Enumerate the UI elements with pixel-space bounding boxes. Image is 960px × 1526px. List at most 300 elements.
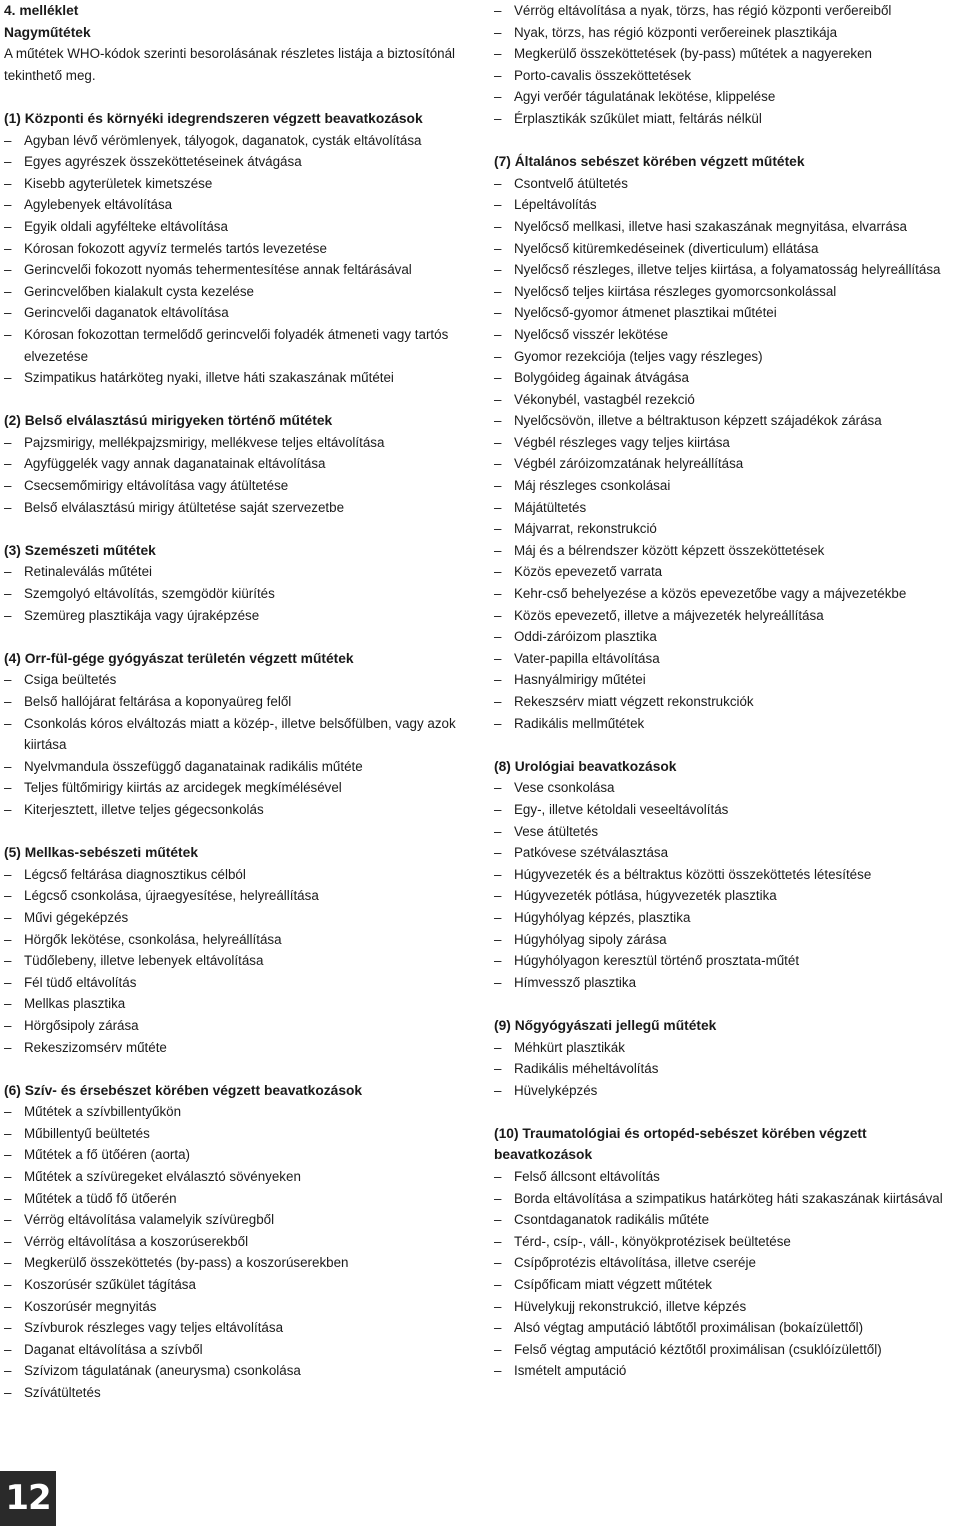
list-item — [494, 1209, 958, 1231]
dash-bullet: – — [4, 1039, 12, 1055]
list-item — [494, 1037, 958, 1059]
dash-bullet: – — [4, 715, 12, 731]
list-item-text: Nyelőcső visszér lekötése — [514, 326, 669, 342]
section-list — [4, 864, 474, 1058]
list-item — [4, 1101, 474, 1123]
list-item — [494, 173, 958, 195]
list-item-text: Nyelőcsövön, illetve a béltraktuson képzett szájadékok zárása — [514, 413, 882, 429]
section-list — [4, 432, 474, 518]
list-item-text: Szívizom tágulatának (aneurysma) csonkolása — [24, 1363, 301, 1379]
list-item — [494, 842, 958, 864]
list-item — [494, 972, 958, 994]
list-item-text: Szemüreg plasztikája vagy újraképzése — [24, 607, 260, 623]
list-item-text: Májvarrat, rekonstrukció — [514, 521, 657, 537]
list-item-text: Csontdaganatok radikális műtéte — [514, 1212, 710, 1228]
dash-bullet: – — [494, 1082, 502, 1098]
dash-bullet: – — [4, 694, 12, 709]
list-item — [4, 1296, 474, 1318]
list-item-text: Gerincvelői fokozott nyomás tehermentesítése annak feltárásával — [24, 262, 412, 278]
list-item — [4, 1317, 474, 1339]
dash-bullet: – — [494, 175, 502, 191]
list-item — [4, 432, 474, 454]
list-item — [4, 756, 474, 778]
list-item-text: Belső elválasztású mirigy átültetése saját szervezetbe — [24, 499, 345, 515]
list-item — [4, 1166, 474, 1188]
list-item-text: Térd-, csíp-, váll-, könyökprotézisek beültetése — [514, 1233, 791, 1249]
list-item-text: Máj részleges csonkolásai — [514, 478, 671, 494]
section-title: (5) Mellkas-sebészeti műtétek — [4, 845, 198, 861]
list-item-text: Csiga beültetés — [24, 672, 117, 688]
dash-bullet: – — [494, 67, 502, 83]
list-item-text: Belső hallójárat feltárása a koponyaüreg felől — [24, 694, 292, 709]
list-item — [4, 324, 474, 367]
list-item — [4, 1274, 474, 1296]
dash-bullet: – — [494, 953, 502, 969]
section-list — [4, 669, 474, 820]
list-item-text: Fél tüdő eltávolítás — [24, 974, 137, 990]
dash-bullet: – — [4, 478, 12, 494]
dash-bullet: – — [494, 434, 502, 450]
list-item — [494, 432, 958, 454]
dash-bullet: – — [494, 801, 502, 817]
list-item — [4, 173, 474, 195]
dash-bullet: – — [4, 283, 12, 299]
list-item-text: Csecsemőmirigy eltávolítása vagy átültetése — [24, 478, 289, 494]
list-item — [494, 367, 958, 389]
list-item-text: Felső végtag amputáció kéztőtől proximálisan (csuklóízülettől) — [514, 1341, 882, 1357]
list-item — [494, 605, 958, 627]
dash-bullet: – — [4, 974, 12, 990]
list-item-text: Vérrög eltávolítása a nyak, törzs, has régió központi verőereiből — [514, 3, 892, 18]
list-item-text: Radikális méheltávolítás — [514, 1061, 659, 1077]
list-item-text: Húgyhólyag képzés, plasztika — [514, 909, 691, 925]
dash-bullet: – — [4, 240, 12, 256]
dash-bullet: – — [494, 974, 502, 990]
dash-bullet: – — [4, 326, 12, 342]
section-list — [494, 173, 958, 734]
list-item — [494, 43, 958, 65]
dash-bullet: – — [494, 1363, 502, 1379]
list-item-text: Szimpatikus határköteg nyaki, illetve háti szakaszának műtétei — [24, 370, 394, 386]
continued-list — [494, 0, 958, 130]
dash-bullet: – — [4, 564, 12, 580]
list-item-text: Szemgolyó eltávolítás, szemgödör kiürítés — [24, 586, 275, 602]
section-list — [4, 561, 474, 626]
section-title: (7) Általános sebészet körében végzett műtétek — [494, 154, 805, 170]
intro-text: A műtétek WHO-kódok szerinti besorolásának részletes listája a biztosítónál tekinthető meg. — [4, 46, 456, 83]
list-item-text: Vérrög eltávolítása a koszorúserekből — [24, 1233, 249, 1249]
dash-bullet: – — [4, 909, 12, 925]
dash-bullet: – — [494, 780, 502, 796]
dash-bullet: – — [494, 89, 502, 105]
list-item-text: Rekeszizomsérv műtéte — [24, 1039, 167, 1055]
section — [494, 1015, 958, 1101]
list-item — [494, 885, 958, 907]
list-item — [4, 691, 474, 713]
dash-bullet: – — [494, 46, 502, 62]
list-item-text: Légcső csonkolása, újraegyesítése, helyreállítása — [24, 888, 319, 904]
list-item — [4, 1015, 474, 1037]
dash-bullet: – — [494, 1298, 502, 1314]
list-item — [4, 1144, 474, 1166]
list-item — [4, 605, 474, 627]
list-item-text: Agyi verőér tágulatának lekötése, klippelése — [514, 89, 776, 105]
dash-bullet: – — [4, 218, 12, 234]
list-item — [494, 108, 958, 130]
section — [4, 108, 474, 389]
list-item — [494, 1080, 958, 1102]
list-item-text: Lépeltávolítás — [514, 197, 597, 213]
list-item-text: Kisebb agyterületek kimetszése — [24, 175, 213, 191]
list-item — [494, 648, 958, 670]
dash-bullet: – — [4, 1017, 12, 1033]
list-item-text: Csípőficam miatt végzett műtétek — [514, 1277, 712, 1293]
dash-bullet: – — [494, 715, 502, 731]
list-item — [494, 86, 958, 108]
list-item — [4, 1188, 474, 1210]
list-item-text: Egyes agyrészek összeköttetéseinek átvágása — [24, 154, 302, 170]
list-item-text: Csontvelő átültetés — [514, 175, 628, 191]
list-item-text: Koszorúsér megnyitás — [24, 1298, 157, 1314]
dash-bullet: – — [494, 888, 502, 904]
dash-bullet: – — [4, 1104, 12, 1120]
list-item — [4, 1339, 474, 1361]
list-item-text: Érplasztikák szűkület miatt, feltárás nélkül — [514, 110, 762, 126]
dash-bullet: – — [494, 413, 502, 429]
list-item-text: Megkerülő összeköttetések (by-pass) műtétek a nagyereken — [514, 46, 873, 62]
list-item-text: Nyelőcső-gyomor átmenet plasztikai műtétei — [514, 305, 777, 321]
dash-bullet: – — [4, 1233, 12, 1249]
list-item — [494, 302, 958, 324]
list-item — [4, 194, 474, 216]
list-item — [494, 950, 958, 972]
dash-bullet: – — [494, 1169, 502, 1185]
list-item — [4, 281, 474, 303]
annex-label: 4. melléklet — [4, 3, 79, 18]
list-item-text: Vese csonkolása — [514, 780, 615, 796]
dash-bullet: – — [494, 478, 502, 494]
dash-bullet: – — [494, 218, 502, 234]
left-column — [4, 0, 474, 1404]
list-item-text: Kórosan fokozott agyvíz termelés tartós levezetése — [24, 240, 327, 256]
dash-bullet: – — [4, 1385, 12, 1400]
section-list — [494, 777, 958, 993]
list-item-text: Mellkas plasztika — [24, 996, 126, 1012]
list-item-text: Vese átültetés — [514, 823, 599, 839]
list-item — [4, 497, 474, 519]
dash-bullet: – — [4, 1298, 12, 1314]
list-item-text: Ismételt amputáció — [514, 1363, 627, 1379]
list-item — [494, 259, 958, 281]
list-item — [4, 799, 474, 821]
dash-bullet: – — [494, 1190, 502, 1206]
list-item-text: Műtétek a szívüregeket elválasztó sövényeken — [24, 1169, 301, 1185]
dash-bullet: – — [4, 175, 12, 191]
dash-bullet: – — [4, 888, 12, 904]
dash-bullet: – — [4, 1212, 12, 1228]
dash-bullet: – — [494, 823, 502, 839]
list-item — [4, 713, 474, 756]
list-item-text: Szívburok részleges vagy teljes eltávolítása — [24, 1320, 284, 1336]
list-item-text: Hüvelykujj rekonstrukció, illetve képzés — [514, 1298, 747, 1314]
list-item — [4, 1123, 474, 1145]
dash-bullet: – — [494, 348, 502, 364]
section-list — [494, 1166, 958, 1382]
list-item — [494, 777, 958, 799]
list-item-text: Kehr-cső behelyezése a közös epevezetőbe vagy a májvezetékbe — [514, 586, 907, 602]
dash-bullet: – — [4, 370, 12, 386]
list-item — [494, 907, 958, 929]
dash-bullet: – — [494, 866, 502, 882]
list-item — [494, 1058, 958, 1080]
dash-bullet: – — [494, 694, 502, 709]
list-item — [494, 410, 958, 432]
list-item-text: Méhkürt plasztikák — [514, 1039, 625, 1055]
list-item — [494, 1252, 958, 1274]
dash-bullet: – — [4, 1169, 12, 1185]
list-item — [4, 475, 474, 497]
list-item — [494, 583, 958, 605]
list-item — [4, 453, 474, 475]
list-item-text: Műtétek a fő ütőéren (aorta) — [24, 1147, 190, 1163]
list-item — [494, 324, 958, 346]
list-item-text: Vérrög eltávolítása valamelyik szívüregből — [24, 1212, 275, 1228]
list-item-text: Máj és a bélrendszer között képzett összeköttetések — [514, 542, 825, 558]
list-item — [494, 864, 958, 886]
list-item-text: Közös epevezető, illetve a májvezeték helyreállítása — [514, 607, 824, 623]
dash-bullet: – — [494, 262, 502, 278]
dash-bullet: – — [494, 240, 502, 256]
list-item-text: Nyelőcső kitüremkedéseinek (diverticulum) ellátása — [514, 240, 819, 256]
list-item — [4, 151, 474, 173]
dash-bullet: – — [494, 845, 502, 861]
dash-bullet: – — [494, 909, 502, 925]
list-item — [494, 238, 958, 260]
list-item — [494, 518, 958, 540]
list-item-text: Kiterjesztett, illetve teljes gégecsonkolás — [24, 801, 264, 817]
list-item-text: Agyfüggelék vagy annak daganatainak eltávolítása — [24, 456, 326, 472]
list-item — [494, 669, 958, 691]
list-item — [4, 1209, 474, 1231]
dash-bullet: – — [4, 607, 12, 623]
list-item — [494, 1231, 958, 1253]
list-item-text: Radikális mellműtétek — [514, 715, 645, 731]
list-item-text: Koszorúsér szűkület tágítása — [24, 1277, 196, 1293]
list-item — [4, 216, 474, 238]
dash-bullet: – — [4, 996, 12, 1012]
list-item-text: Húgyvezeték és a béltraktus közötti összeköttetés létesítése — [514, 866, 872, 882]
list-item-text: Nyak, törzs, has régió központi verőereinek plasztikája — [514, 24, 838, 40]
section-title: (9) Nőgyógyászati jellegű műtétek — [494, 1017, 717, 1033]
dash-bullet: – — [494, 564, 502, 580]
list-item-text: Végbél részleges vagy teljes kiirtása — [514, 434, 730, 450]
dash-bullet: – — [494, 1255, 502, 1271]
list-item — [4, 259, 474, 281]
list-item-text: Hasnyálmirigy műtétei — [514, 672, 646, 688]
dash-bullet: – — [494, 1320, 502, 1336]
list-item-text: Húgyhólyagon keresztül történő prosztata-műtét — [514, 953, 800, 969]
section-list — [4, 1101, 474, 1403]
dash-bullet: – — [494, 521, 502, 537]
list-item — [494, 821, 958, 843]
dash-bullet: – — [494, 3, 502, 18]
list-item-text: Rekeszsérv miatt végzett rekonstrukciók — [514, 694, 754, 709]
list-item-text: Teljes fültőmirigy kiirtás az arcidegek megkímélésével — [24, 780, 342, 796]
dash-bullet: – — [4, 953, 12, 969]
list-item-text: Pajzsmirigy, mellékpajzsmirigy, mellékvese teljes eltávolítása — [24, 434, 385, 450]
list-item-text: Nyelőcső teljes kiirtása részleges gyomorcsonkolással — [514, 283, 837, 299]
list-item — [494, 1360, 958, 1382]
list-item-text: Csonkolás kóros elváltozás miatt a közép-, illetve belsőfülben, vagy azok kiirtása — [24, 715, 456, 753]
dash-bullet: – — [494, 1061, 502, 1077]
list-item-text: Hörgők lekötése, csonkolása, helyreállítása — [24, 931, 282, 947]
section-title: (10) Traumatológiai és ortopéd-sebészet körében végzett beavatkozások — [494, 1125, 867, 1163]
section — [4, 540, 474, 626]
list-item — [4, 561, 474, 583]
list-item-text: Megkerülő összeköttetés (by-pass) a koszorúserekben — [24, 1255, 349, 1271]
list-item — [494, 497, 958, 519]
list-item — [4, 302, 474, 324]
dash-bullet: – — [4, 1147, 12, 1163]
list-item — [494, 1339, 958, 1361]
dash-bullet: – — [494, 197, 502, 213]
dash-bullet: – — [4, 1363, 12, 1379]
page-title: Nagyműtétek — [4, 24, 91, 40]
list-item-text: Hüvelyképzés — [514, 1082, 598, 1098]
dash-bullet: – — [4, 154, 12, 170]
dash-bullet: – — [4, 931, 12, 947]
dash-bullet: – — [4, 434, 12, 450]
list-item — [4, 777, 474, 799]
list-item — [494, 475, 958, 497]
list-item — [4, 1360, 474, 1382]
list-item — [4, 583, 474, 605]
section — [4, 1080, 474, 1404]
dash-bullet: – — [494, 1233, 502, 1249]
dash-bullet: – — [4, 1255, 12, 1271]
dash-bullet: – — [494, 650, 502, 666]
list-item — [494, 0, 958, 22]
list-item-text: Műtétek a szívbillentyűkön — [24, 1104, 182, 1120]
list-item-text: Májátültetés — [514, 499, 587, 515]
dash-bullet: – — [494, 1341, 502, 1357]
section — [494, 756, 958, 994]
section-title: (4) Orr-fül-gége gyógyászat területén végzett műtétek — [4, 650, 354, 666]
section-title: (8) Urológiai beavatkozások — [494, 758, 677, 774]
dash-bullet: – — [4, 305, 12, 321]
list-item — [494, 346, 958, 368]
list-item — [494, 540, 958, 562]
list-item — [494, 22, 958, 44]
dash-bullet: – — [4, 801, 12, 817]
dash-bullet: – — [494, 586, 502, 602]
dash-bullet: – — [4, 1190, 12, 1206]
section — [494, 1123, 958, 1382]
list-item — [494, 216, 958, 238]
list-item-text: Patkóvese szétválasztása — [514, 845, 669, 861]
list-item — [4, 993, 474, 1015]
list-item-text: Agylebenyek eltávolítása — [24, 197, 173, 213]
list-item-text: Oddi-záróizom plasztika — [514, 629, 657, 645]
dash-bullet: – — [494, 456, 502, 472]
section — [4, 842, 474, 1058]
list-item-text: Nyelőcső mellkasi, illetve hasi szakaszának megnyitása, elvarrása — [514, 218, 907, 234]
list-item — [494, 65, 958, 87]
section — [4, 410, 474, 518]
section-title: (1) Központi és környéki idegrendszeren végzett beavatkozások — [4, 110, 423, 126]
list-item — [4, 238, 474, 260]
list-item-text: Kórosan fokozottan termelődő gerincvelői folyadék átmeneti vagy tartós elvezetése — [24, 326, 449, 364]
dash-bullet: – — [494, 391, 502, 407]
list-item-text: Retinaleválás műtétei — [24, 564, 153, 580]
section-title: (2) Belső elválasztású mirigyeken történő műtétek — [4, 413, 333, 429]
dash-bullet: – — [4, 197, 12, 213]
section-list — [494, 1037, 958, 1102]
right-column — [494, 0, 958, 1382]
dash-bullet: – — [4, 780, 12, 796]
list-item — [494, 929, 958, 951]
dash-bullet: – — [4, 1341, 12, 1357]
list-item — [494, 561, 958, 583]
list-item — [494, 799, 958, 821]
list-item-text: Végbél záróizomzatának helyreállítása — [514, 456, 744, 472]
left-sections — [4, 108, 474, 1404]
dash-bullet: – — [4, 1277, 12, 1293]
list-item — [494, 453, 958, 475]
list-item-text: Közös epevezető varrata — [514, 564, 663, 580]
list-item-text: Hörgősipoly zárása — [24, 1017, 139, 1033]
list-item — [494, 626, 958, 648]
list-item-text: Egy-, illetve kétoldali veseeltávolítás — [514, 801, 729, 817]
list-item — [494, 1188, 958, 1210]
list-item — [4, 1231, 474, 1253]
list-item — [494, 1274, 958, 1296]
list-item-text: Egyik oldali agyfélteke eltávolítása — [24, 218, 228, 234]
dash-bullet: – — [494, 283, 502, 299]
section-title: (3) Szemészeti műtétek — [4, 542, 156, 558]
list-item-text: Gerincvelőben kialakult cysta kezelése — [24, 283, 254, 299]
list-item — [494, 281, 958, 303]
dash-bullet: – — [4, 586, 12, 602]
list-item-text: Nyelőcső részleges, illetve teljes kiirtása, a folyamatosság helyreállítása — [514, 262, 941, 278]
list-item-text: Művi gégeképzés — [24, 909, 129, 925]
list-item-text: Gerincvelői daganatok eltávolítása — [24, 305, 229, 321]
list-item-text: Tüdőlebeny, illetve lebenyek eltávolítása — [24, 953, 264, 969]
list-item — [4, 885, 474, 907]
list-item — [494, 1317, 958, 1339]
dash-bullet: – — [494, 1039, 502, 1055]
list-item — [4, 1252, 474, 1274]
list-item-text: Húgyvezeték pótlása, húgyvezeték plasztika — [514, 888, 777, 904]
dash-bullet: – — [4, 866, 12, 882]
section — [494, 151, 958, 734]
dash-bullet: – — [494, 305, 502, 321]
page-number-badge: 12 — [0, 1471, 56, 1526]
dash-bullet: – — [494, 672, 502, 688]
dash-bullet: – — [494, 542, 502, 558]
list-item — [494, 713, 958, 735]
list-item — [4, 929, 474, 951]
section-title: (6) Szív- és érsebészet körében végzett beavatkozások — [4, 1082, 363, 1098]
dash-bullet: – — [494, 1277, 502, 1293]
list-item — [4, 130, 474, 152]
dash-bullet: – — [494, 370, 502, 386]
dash-bullet: – — [494, 326, 502, 342]
list-item — [4, 864, 474, 886]
dash-bullet: – — [4, 456, 12, 472]
list-item-text: Agyban lévő vérömlenyek, tályogok, daganatok, cysták eltávolítása — [24, 132, 422, 148]
list-item-text: Nyelvmandula összefüggő daganatainak radikális műtéte — [24, 758, 363, 774]
